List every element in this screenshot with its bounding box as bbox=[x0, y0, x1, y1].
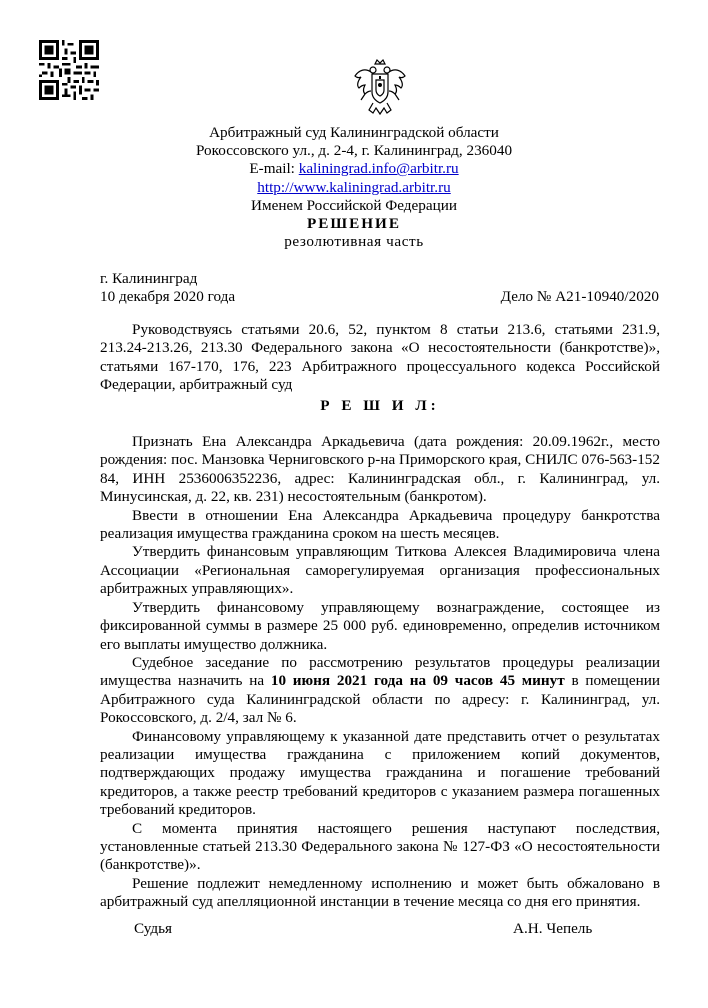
paragraph-hearing bbox=[100, 654, 660, 728]
paragraph-procedure: Ввести в отношении Ена Александра Аркадьевича процедуру банкротства реализация имущества гражданина сроком на шесть месяцев. bbox=[100, 506, 660, 543]
paragraph-appeal: Решение подлежит немедленному исполнению и может быть обжаловано в арбитражный суд апелляционной инстанции в течение месяца со дня его принятия. bbox=[100, 874, 660, 911]
hearing-text-after: в помещении Арбитражного суда Калининградской области по адресу: г. Калининград, ул. Рокоссовского, д. 2/4, зал № 6. bbox=[100, 672, 660, 727]
judge-name: А.Н. Чепель bbox=[513, 920, 593, 937]
paragraph-bankruptcy: Признать Ена Александра Аркадьевича (дата рождения: 20.09.1962г., место рождения: пос. Манзовка Черниговского р-на Приморского края, СНИЛС 076-563-152 84, ИНН 2536006352236, адрес: Калининградская обл., г. Калининград, ул. Минусинская, д. 22, кв. 231) несостоятельным (банкротом). bbox=[100, 433, 660, 506]
court-address: Рокоссовского ул., д. 2-4, г. Калининград, 236040 bbox=[195, 142, 513, 160]
preamble: Руководствуясь статьями 20.6, 52, пунктом 8 статьи 213.6, статьями 231.9, 213.24-213.26, 213.30 Федерального закона «О несостоятельности (банкротстве)», статьями 167-170, 176, 223 Арбитражного процессуального кодекса Российской Федерации, арбитражный суд bbox=[100, 321, 660, 394]
court-website-line bbox=[0, 179, 708, 197]
in-name-of: Именем Российской Федерации bbox=[251, 196, 457, 214]
paragraph-consequences: С момента принятия настоящего решения наступают последствия, установленные статьей 213.30 Федерального закона № 127-ФЗ «О несостоятельности (банкротстве)». bbox=[100, 819, 660, 874]
website-link[interactable]: http://www.kaliningrad.arbitr.ru bbox=[257, 178, 451, 196]
decision-date: 10 декабря 2020 года bbox=[100, 288, 236, 305]
qr-code-icon bbox=[39, 40, 99, 100]
paragraph-manager: Утвердить финансовым управляющим Титкова Алексея Владимировича члена Ассоциации «Региональная саморегулируемая организация профессиональных арбитражных управляющих». bbox=[100, 543, 660, 598]
decision-body bbox=[100, 321, 660, 912]
paragraph-report: Финансовому управляющему к указанной дате представить отчет о результатах реализации имущества гражданина с приложением копий документов, подтверждающих продажу имущества гражданина и погашение требований кредиторов, а также реестр требований кредиторов с указанием размера погашенных требований кредиторов. bbox=[100, 727, 660, 819]
coat-of-arms-icon bbox=[351, 58, 409, 120]
judge-label: Судья bbox=[134, 920, 173, 937]
hearing-datetime: 10 июня 2021 года на 09 часов 45 минут bbox=[270, 672, 565, 690]
court-header bbox=[0, 124, 708, 251]
city: г. Калининград bbox=[100, 270, 198, 287]
court-name: Арбитражный суд Калининградской области bbox=[209, 124, 499, 141]
email-label: E-mail: bbox=[249, 160, 299, 178]
document-subtitle: резолютивная часть bbox=[284, 233, 424, 251]
document-title: РЕШЕНИЕ bbox=[307, 214, 401, 232]
paragraph-fee: Утвердить финансовому управляющему вознаграждение, состоящее из фиксированной суммы в размере 25 000 руб. единовременно, определив источником его выплаты имущество должника. bbox=[100, 598, 660, 653]
case-number: Дело № А21-10940/2020 bbox=[500, 288, 659, 305]
hearing-text-before: Судебное заседание по рассмотрению результатов процедуры реализации имущества назначить на bbox=[100, 653, 660, 690]
court-email-line bbox=[0, 160, 708, 178]
email-link[interactable]: kaliningrad.info@arbitr.ru bbox=[298, 160, 459, 178]
resolved-heading: Р Е Ш И Л: bbox=[320, 396, 440, 414]
